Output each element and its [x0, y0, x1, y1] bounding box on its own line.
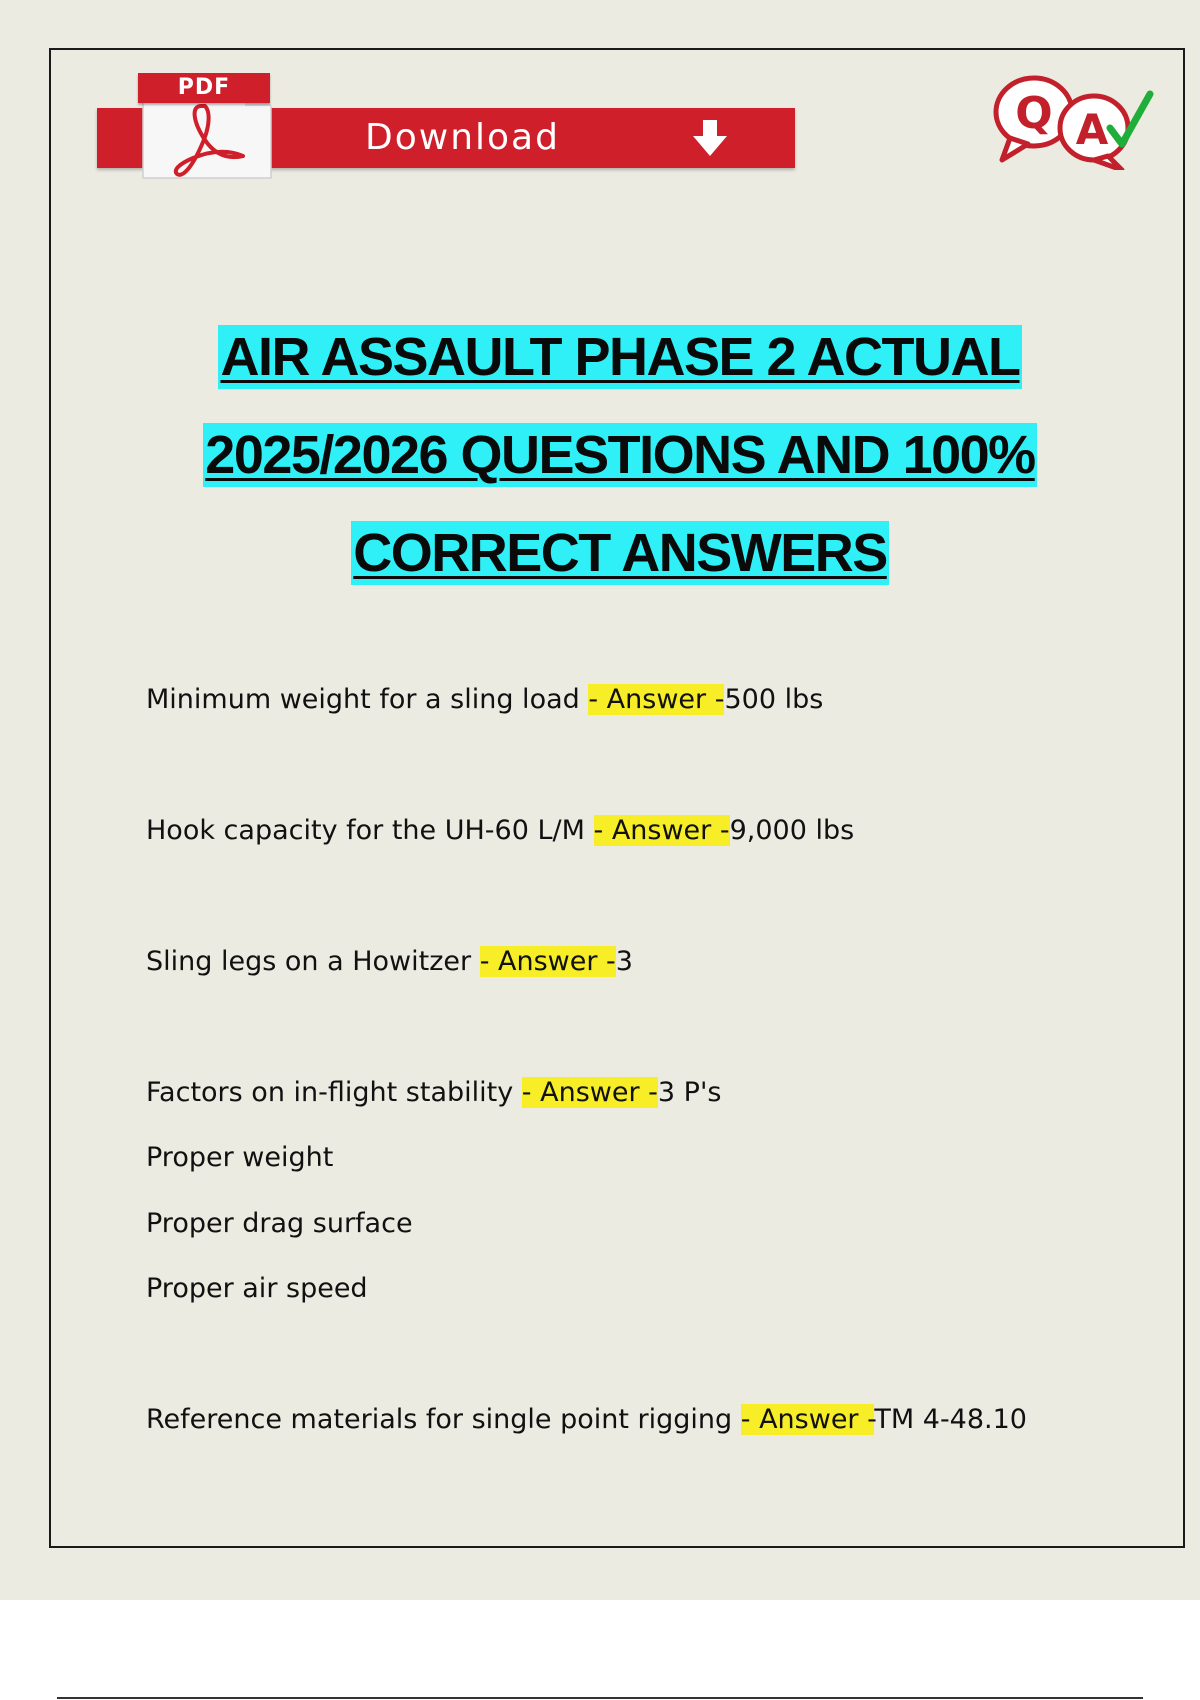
qa-item [146, 942, 633, 982]
qa-logo [990, 70, 1160, 170]
answer-detail-line: Proper air speed [146, 1273, 368, 1304]
answer-marker: - Answer - [740, 1404, 875, 1435]
question-text: Hook capacity for the UH-60 L/M [146, 815, 594, 846]
question-text: Minimum weight for a sling load [146, 684, 589, 715]
answer-marker: - Answer - [588, 684, 725, 715]
download-arrow-icon [687, 116, 733, 162]
answer-text: 3 P's [657, 1077, 722, 1108]
question-text: Reference materials for single point rigging [146, 1404, 741, 1435]
qa-item [146, 1400, 1027, 1440]
pdf-file-icon [133, 70, 273, 180]
bottom-divider [57, 1697, 1143, 1699]
answer-text: TM 4-48.10 [874, 1404, 1027, 1435]
document-frame [49, 48, 1185, 1548]
logo-a-letter: A [1075, 105, 1109, 154]
pdf-download-banner[interactable] [97, 70, 795, 180]
title-line-3: CORRECT ANSWERS [353, 523, 887, 583]
answer-text: 3 [615, 946, 633, 977]
answer-marker: - Answer - [521, 1077, 658, 1108]
answer-marker: - Answer - [593, 815, 730, 846]
answer-text: 500 lbs [724, 684, 824, 715]
title-line-1: AIR ASSAULT PHASE 2 ACTUAL [220, 327, 1020, 387]
document-title [100, 308, 1140, 602]
answer-detail-line: Proper weight [146, 1142, 334, 1173]
answer-text: 9,000 lbs [729, 815, 855, 846]
answer-marker: - Answer - [479, 946, 616, 977]
logo-q-letter: Q [1015, 88, 1053, 139]
pdf-tag: PDF [138, 73, 270, 103]
qa-item [146, 1073, 721, 1113]
title-line-2: 2025/2026 QUESTIONS AND 100% [205, 425, 1035, 485]
qa-item [146, 811, 854, 851]
question-text: Factors on in-flight stability [146, 1077, 522, 1108]
download-label: Download [365, 117, 560, 158]
qa-item [146, 680, 823, 720]
answer-detail-line: Proper drag surface [146, 1208, 413, 1239]
question-text: Sling legs on a Howitzer [146, 946, 480, 977]
